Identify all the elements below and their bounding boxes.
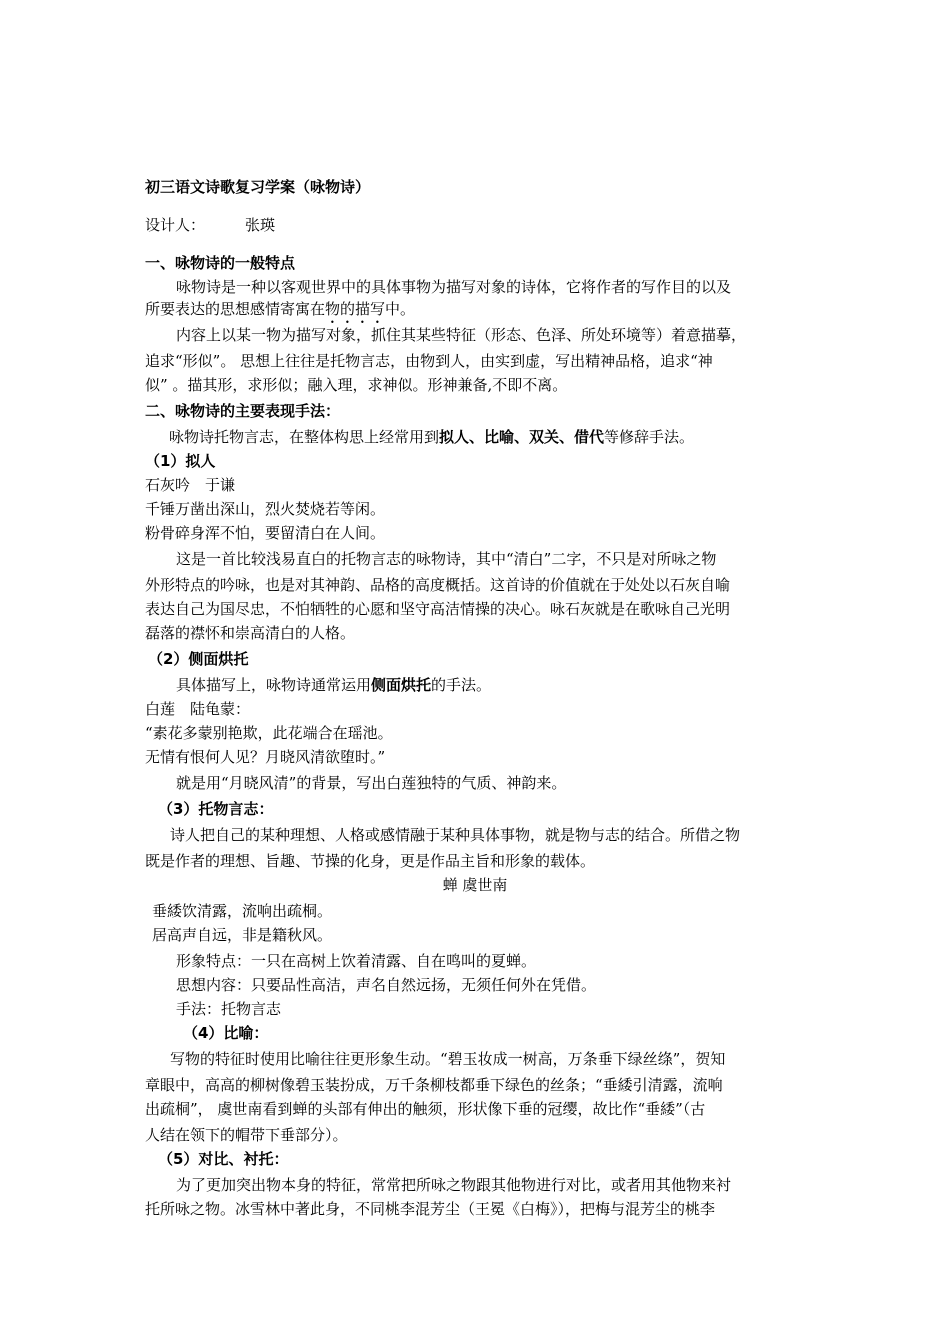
para-3: [169, 426, 694, 448]
para-11-line-3: 出疏桐”， 虞世南看到蝉的头部有伸出的触须，形状像下垂的冠缨，故比作“垂緌”（古: [145, 1100, 706, 1118]
para-6: 就是用“月晓风清”的背景，写出白莲独特的气质、神韵来。: [176, 774, 567, 792]
para-9: 思想内容：只要品性高洁，声名自然远扬，无须任何外在凭借。: [176, 976, 597, 994]
para-1-line-2: [145, 298, 415, 327]
poem-1-line-1: 千锤万凿出深山，烈火焚烧若等闲。: [145, 500, 386, 518]
heading-4-simile: （4）比喻：: [183, 1024, 269, 1042]
para-7-line-1: 诗人把自己的某种理想、人格或感情融于某种具体事物，就是物与志的结合。所借之物: [170, 826, 741, 844]
para-11-line-1: 写物的特征时使用比喻往往更形象生动。“碧玉妆成一树高，万条垂下绿丝绦”，贺知: [170, 1050, 726, 1068]
heading-5-contrast: （5）对比、衬托：: [158, 1150, 289, 1168]
heading-2-side-contrast: （2）侧面烘托: [148, 650, 249, 668]
para-4-line-1: 这是一首比较浅易直白的托物言志的咏物诗，其中“清白”二字，不只是对所咏之物: [176, 550, 717, 568]
para-3-bold: 拟人、比喻、双关、借代: [439, 428, 605, 446]
designer-line: [145, 214, 275, 236]
para-1-line-1: 咏物诗是一种以客观世界中的具体事物为描写对象的诗体，它将作者的写作目的以及: [176, 278, 732, 296]
para-5-text-c: 的手法。: [431, 676, 492, 694]
para-11-line-4: 人结在领下的帽带下垂部分）。: [145, 1126, 348, 1144]
para-2-line-1: 内容上以某一物为描写对象，抓住其某些特征（形态、色泽、所处环境等）着意描摹，: [176, 326, 747, 344]
para-7-line-2: 既是作者的理想、旨趣、节操的化身，更是作品主旨和形象的载体。: [145, 852, 596, 870]
heading-1-personification: （1）拟人: [145, 452, 216, 470]
para-1-emphasis: 物的描写: [325, 300, 386, 318]
designer-label: 设计人：: [145, 216, 206, 234]
para-1-text-c: 中。: [385, 300, 416, 318]
para-12-line-2: 托所咏之物。冰雪林中著此身，不同桃李混芳尘（王冕《白梅》），把梅与混芳尘的桃李: [145, 1200, 716, 1218]
section-1-heading: 一、咏物诗的一般特点: [145, 254, 296, 272]
para-4-line-3: 表达自己为国尽忠，不怕牺牲的心愿和坚守高洁情操的决心。咏石灰就是在歌咏自己光明: [145, 600, 731, 618]
section-2-heading: 二、咏物诗的主要表现手法：: [145, 402, 341, 420]
para-11-line-2: 章眼中，高高的柳树像碧玉装扮成，万千条柳枝都垂下绿色的丝条；“垂緌引清露，流响: [145, 1076, 723, 1094]
para-5: [176, 674, 491, 696]
para-4-line-2: 外形特点的吟咏，也是对其神韵、品格的高度概括。这首诗的价值就在于处处以石灰自喻: [145, 576, 731, 594]
para-10: 手法：托物言志: [176, 1000, 282, 1018]
para-5-text-a: 具体描写上，咏物诗通常运用: [176, 676, 372, 694]
poem-2-title: 白莲 陆龟蒙：: [145, 700, 251, 718]
para-2-line-3: 似” 。描其形，求形似；融入理，求神似。形神兼备,不即不离。: [145, 376, 568, 394]
para-3-text-c: 等修辞手法。: [604, 428, 695, 446]
para-5-bold: 侧面烘托: [371, 676, 432, 694]
heading-3-metaphor-ambition: （3）托物言志：: [158, 800, 274, 818]
poem-1-title: 石灰吟 于谦: [145, 476, 236, 494]
poem-1-line-2: 粉骨碎身浑不怕，要留清白在人间。: [145, 524, 386, 542]
poem-2-line-1: “素花多蒙别艳欺，此花端合在瑶池。: [145, 724, 393, 742]
poem-3-title: 蝉 虞世南: [442, 876, 508, 894]
designer-name: 张瑛: [245, 216, 276, 234]
para-4-line-4: 磊落的襟怀和崇高清白的人格。: [145, 624, 356, 642]
poem-3-line-2: 居高声自远，非是籍秋风。: [152, 926, 333, 944]
para-3-text-a: 咏物诗托物言志，在整体构思上经常用到: [169, 428, 440, 446]
para-12-line-1: 为了更加突出物本身的特征，常常把所咏之物跟其他物进行对比，或者用其他物来衬: [176, 1176, 732, 1194]
doc-title: 初三语文诗歌复习学案（咏物诗）: [145, 178, 371, 196]
para-2-line-2: 追求“形似”。 思想上往往是托物言志，由物到人，由实到虚，写出精神品格，追求“神: [145, 352, 713, 370]
poem-3-line-1: 垂緌饮清露，流响出疏桐。: [152, 902, 333, 920]
para-8: 形象特点：一只在高树上饮着清露、自在鸣叫的夏蝉。: [176, 952, 537, 970]
poem-2-line-2: 无情有恨何人见？月晓风清欲堕时。”: [145, 748, 386, 766]
para-1-text-a: 所要表达的思想感情寄寓在: [145, 300, 326, 318]
